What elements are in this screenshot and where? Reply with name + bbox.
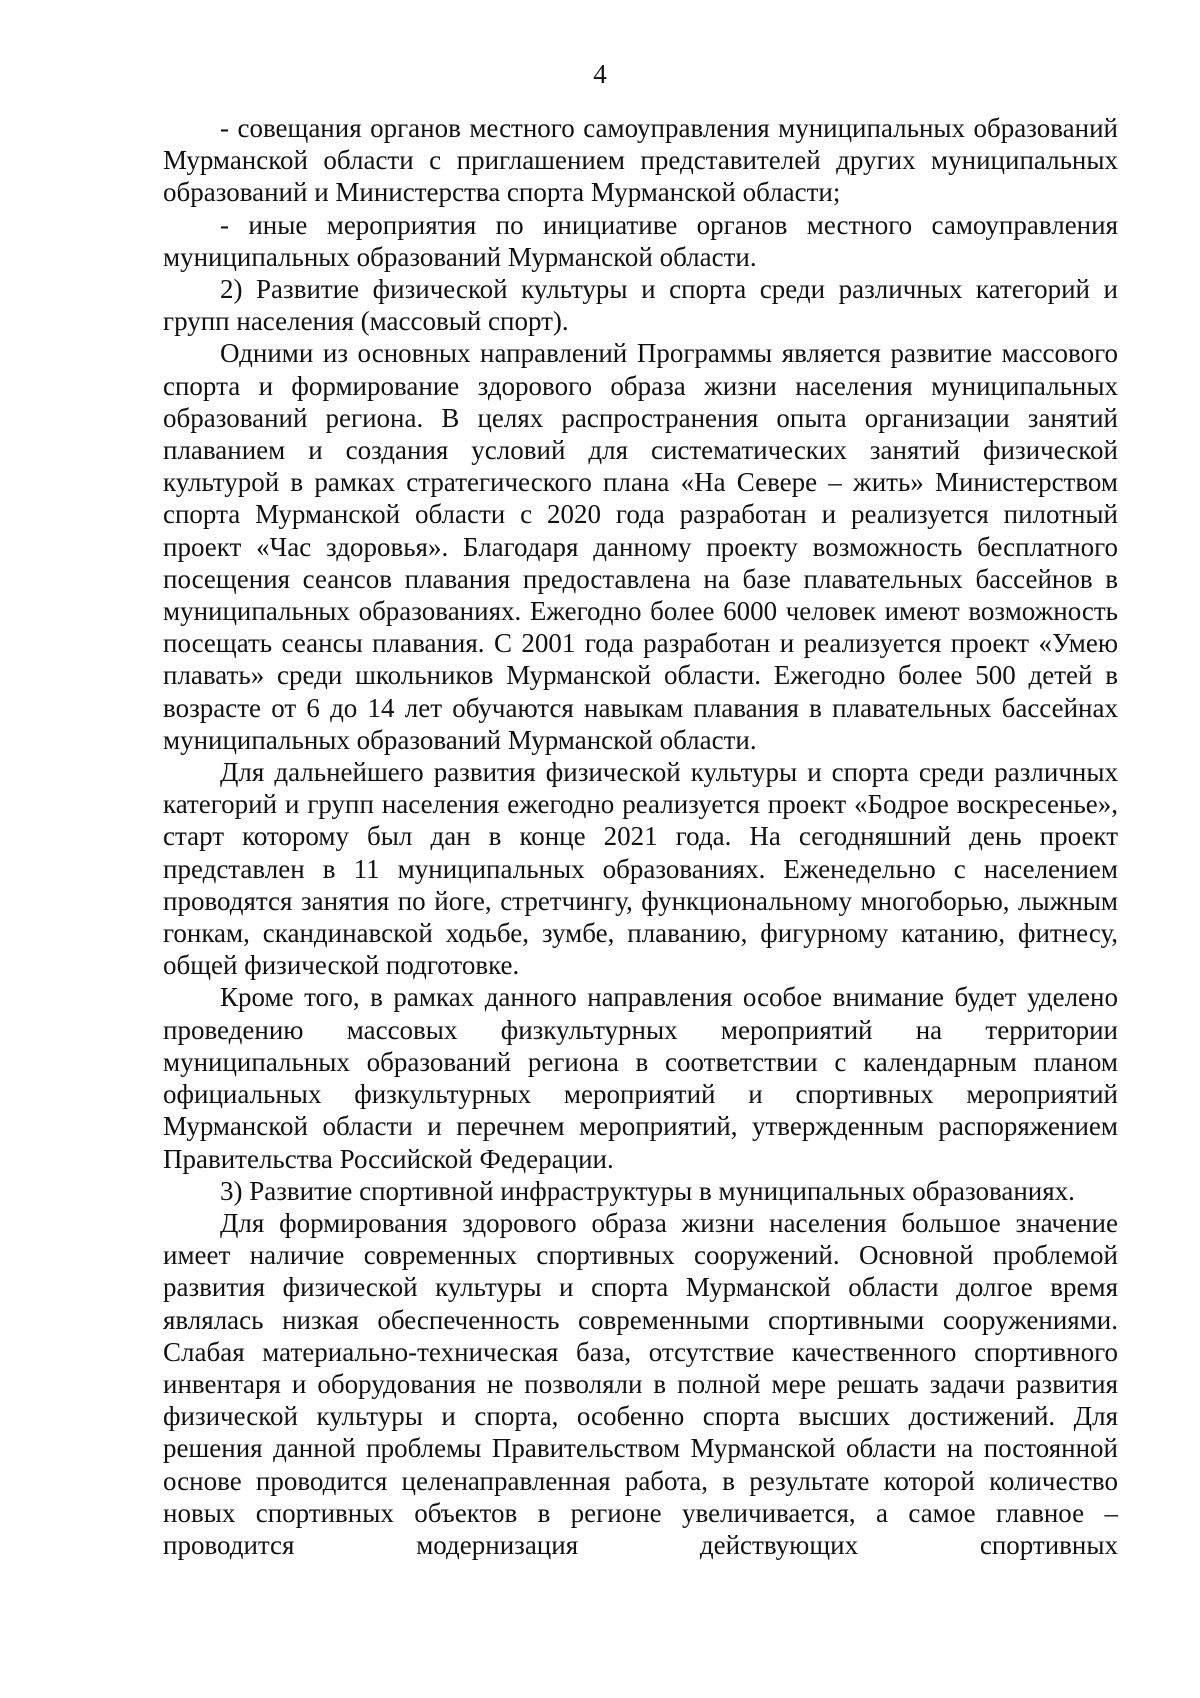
document-body [163,112,1118,1561]
paragraph-infrastructure: Для формирования здорового образа жизни населения большое значение имеет наличие современных спортивных сооружений. Основной проблемой развития физической культуры и спорта Мурманской области долгое время являлась низкая обеспеченность современными спортивными сооружениями. Слабая материально-техническая база, отсутствие качественного спортивного инвентаря и оборудования не позволяли в полной мере решать задачи развития физической культуры и спорта, особенно спорта высших достижений. Для решения данной проблемы Правительством Мурманской области на постоянной основе проводится целенаправленная работа, в результате которой количество новых спортивных объектов в регионе увеличивается, а самое главное – проводится модернизация действующих спортивных [163,1207,1118,1560]
paragraph-bodroe-voskresenye: Для дальнейшего развития физической культуры и спорта среди различных категорий и групп населения ежегодно реализуется проект «Бодрое воскресенье», старт которому был дан в конце 2021 года. На сегодняшний день проект представлен в 11 муниципальных образованиях. Еженедельно с населением проводятся занятия по йоге, стретчингу, функциональному многоборью, лыжным гонкам, скандинавской ходьбе, зумбе, плаванию, фигурному катанию, фитнесу, общей физической подготовке. [163,757,1118,981]
paragraph-section-2-heading: 2) Развитие физической культуры и спорта среди различных категорий и групп населения (массовый спорт). [163,274,1118,337]
paragraph-mass-events: Кроме того, в рамках данного направления особое внимание будет уделено проведению массовых физкультурных мероприятий на территории муниципальных образований региона в соответствии с календарным планом официальных физкультурных мероприятий и спортивных мероприятий Мурманской области и перечнем мероприятий, утвержденным распоряжением Правительства Российской Федерации. [163,982,1118,1174]
paragraph-mass-sport: Одними из основных направлений Программы является развитие массового спорта и формирование здорового образа жизни населения муниципальных образований региона. В целях распространения опыта организации занятий плаванием и создания условий для систематических занятий физической культурой в рамках стратегического плана «На Севере – жить» Министерством спорта Мурманской области с 2020 года разработан и реализуется пилотный проект «Час здоровья». Благодаря данному проекту возможность бесплатного посещения сеансов плавания предоставлена на базе плавательных бассейнов в муниципальных образованиях. Ежегодно более 6000 человек имеют возможность посещать сеансы плавания. С 2001 года разработан и реализуется проект «Умею плавать» среди школьников Мурманской области. Ежегодно более 500 детей в возрасте от 6 до 14 лет обучаются навыкам плавания в плавательных бассейнах муниципальных образований Мурманской области. [163,338,1118,755]
page-number: 4 [593,59,607,89]
paragraph-section-3-heading: 3) Развитие спортивной инфраструктуры в муниципальных образованиях. [220,1175,1075,1206]
paragraph-meetings: - совещания органов местного самоуправления муниципальных образований Мурманской области с приглашением представителей других муниципальных образований и Министерства спорта Мурманской области; [163,113,1118,208]
paragraph-other-events: - иные мероприятия по инициативе органов местного самоуправления муниципальных образований Мурманской области. [163,209,1118,272]
